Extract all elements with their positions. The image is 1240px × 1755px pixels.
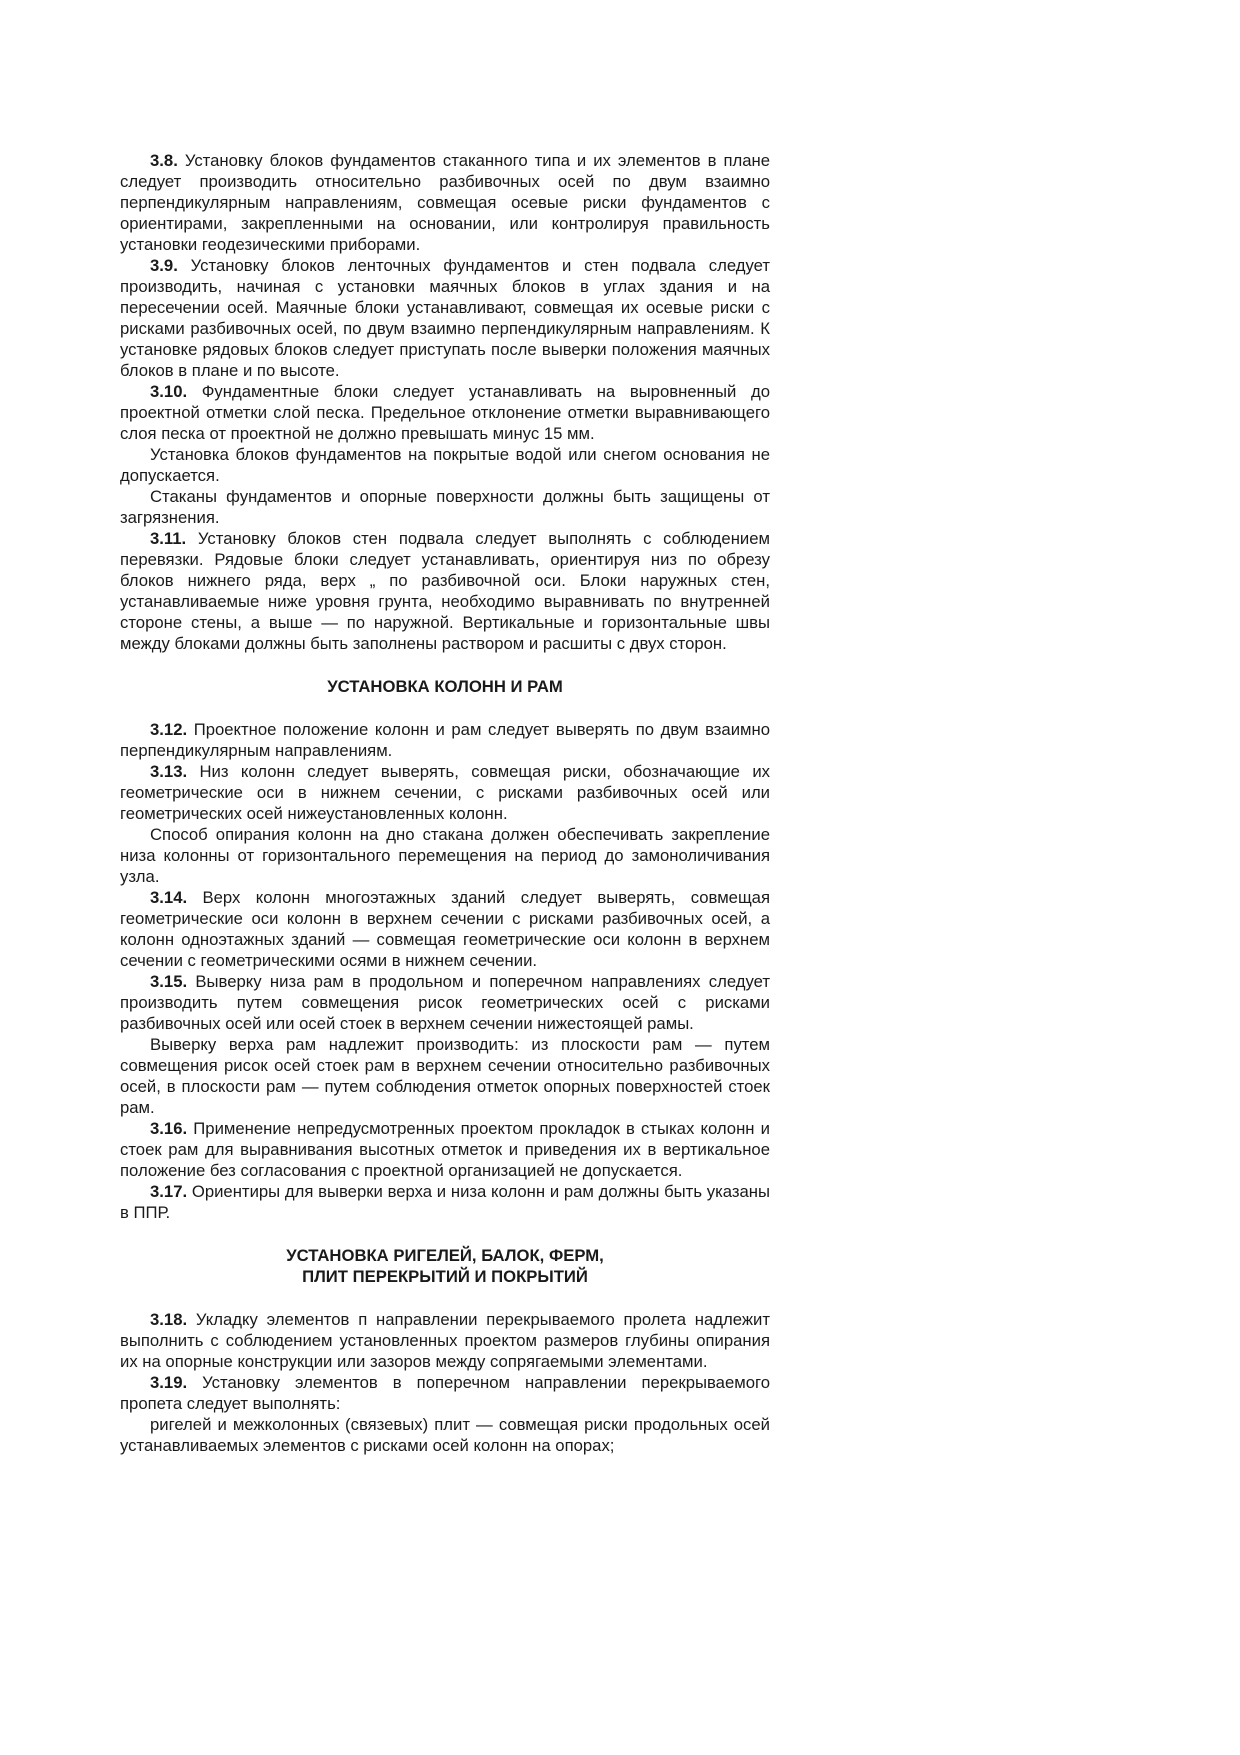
paragraph (120, 255, 770, 381)
clause-number: 3.10. (150, 382, 188, 401)
paragraph (120, 1181, 770, 1223)
paragraph (120, 528, 770, 654)
paragraph (120, 150, 770, 255)
paragraph (120, 971, 770, 1034)
clause-number: 3.8. (150, 151, 178, 170)
paragraph (120, 719, 770, 761)
clause-number: 3.9. (150, 256, 178, 275)
paragraph-text: Установку блоков стен подвала следует выполнять с соблюдением перевязки. Рядовые блоки следует устанавливать, ориентируя низ по обрезу блоков нижнего ряда, верх „ по разбивочной оси. Блоки наружных стен, устанавливаемые ниже уровня грунта, необходимо выравнивать по внутренней стороне стены, а выше — по наружной. Вертикальные и горизонтальные швы между блоками должны быть заполнены раствором и расшиты с двух сторон. (120, 529, 770, 653)
paragraph-text: Стаканы фундаментов и опорные поверхности должны быть защищены от загрязнения. (120, 487, 770, 527)
paragraph-text: Выверку низа рам в продольном и поперечном направлениях следует производить путем совмещения рисок геометрических осей с рисками разбивочных осей или осей стоек в верхнем сечении нижестоящей рамы. (120, 972, 770, 1033)
clause-number: 3.17. (150, 1182, 188, 1201)
section-heading-line: УСТАНОВКА РИГЕЛЕЙ, БАЛОК, ФЕРМ, (286, 1246, 604, 1265)
paragraph-text: ригелей и межколонных (связевых) плит — совмещая риски продольных осей устанавливаемых элементов с рисками осей колонн на опорах; (120, 1415, 770, 1455)
section-heading-line: УСТАНОВКА КОЛОНН И РАМ (327, 677, 563, 696)
clause-number: 3.12. (150, 720, 188, 739)
paragraph-text: Проектное положение колонн и рам следует выверять по двум взаимно перпендикулярным направлениям. (120, 720, 770, 760)
clause-number: 3.14. (150, 888, 188, 907)
clause-number: 3.16. (150, 1119, 188, 1138)
paragraph-text: Способ опирания колонн на дно стакана должен обеспечивать закрепление низа колонны от горизонтального перемещения на период до замоноличивания узла. (120, 825, 770, 886)
paragraph (120, 1414, 770, 1456)
paragraph (120, 381, 770, 444)
paragraph-text: Низ колонн следует выверять, совмещая риски, обозначающие их геометрические оси в нижнем сечении, с рисками разбивочных осей или геометрических осей нижеустановленных колонн. (120, 762, 770, 823)
paragraph-text: Применение непредусмотренных проектом прокладок в стыках колонн и стоек рам для выравнивания высотных отметок и приведения их в вертикальное положение без согласования с проектной организацией не допускается. (120, 1119, 770, 1180)
paragraph-text: Ориентиры для выверки верха и низа колонн и рам должны быть указаны в ППР. (120, 1182, 770, 1222)
paragraph (120, 1309, 770, 1372)
section-heading (120, 676, 770, 697)
paragraph-text: Верх колонн многоэтажных зданий следует выверять, совмещая геометрические оси колонн в верхнем сечении с рисками разбивочных осей, а колонн одноэтажных зданий — совмещая геометрические оси колонн в верхнем сечении с геометрическими осями в нижнем сечении. (120, 888, 770, 970)
paragraph (120, 444, 770, 486)
clause-number: 3.11. (150, 529, 187, 548)
paragraph (120, 1034, 770, 1118)
paragraph (120, 887, 770, 971)
paragraph (120, 761, 770, 824)
paragraph-text: Фундаментные блоки следует устанавливать на выровненный до проектной отметки слой песка. Предельное отклонение отметки выравнивающего слоя песка от проектной не должно превышать минус 15 мм. (120, 382, 770, 443)
section-heading (120, 1245, 770, 1287)
paragraph-text: Установку блоков ленточных фундаментов и стен подвала следует производить, начиная с установки маячных блоков в углах здания и на пересечении осей. Маячные блоки устанавливают, совмещая их осевые риски с рисками разбивочных осей, по двум взаимно перпендикулярным направлениям. К установке рядовых блоков следует приступать после выверки положения маячных блоков в плане и по высоте. (120, 256, 770, 380)
paragraph (120, 486, 770, 528)
paragraph-text: Установка блоков фундаментов на покрытые водой или снегом основания не допускается. (120, 445, 770, 485)
paragraph-text: Укладку элементов п направлении перекрываемого пролета надлежит выполнить с соблюдением установленных проектом размеров глубины опирания их на опорные конструкции или зазоров между сопрягаемыми элементами. (120, 1310, 770, 1371)
paragraph-text: Установку блоков фундаментов стаканного типа и их элементов в плане следует производить относительно разбивочных осей по двум взаимно перпендикулярным направлениям, совмещая осевые риски фундаментов с ориентирами, закрепленными на основании, или контролируя правильность установки геодезическими приборами. (120, 151, 770, 254)
paragraph (120, 1118, 770, 1181)
clause-number: 3.19. (150, 1373, 188, 1392)
clause-number: 3.15. (150, 972, 188, 991)
paragraph-text: Выверку верха рам надлежит производить: из плоскости рам — путем совмещения рисок осей стоек рам в верхнем сечении относительно разбивочных осей, в плоскости рам — путем соблюдения отметок опорных поверхностей стоек рам. (120, 1035, 770, 1117)
clause-number: 3.13. (150, 762, 188, 781)
clause-number: 3.18. (150, 1310, 188, 1329)
document-page (120, 150, 770, 1456)
section-heading-line: ПЛИТ ПЕРЕКРЫТИЙ И ПОКРЫТИЙ (302, 1267, 588, 1286)
paragraph (120, 1372, 770, 1414)
paragraph (120, 824, 770, 887)
paragraph-text: Установку элементов в поперечном направлении перекрываемого пропета следует выполнять: (120, 1373, 770, 1413)
